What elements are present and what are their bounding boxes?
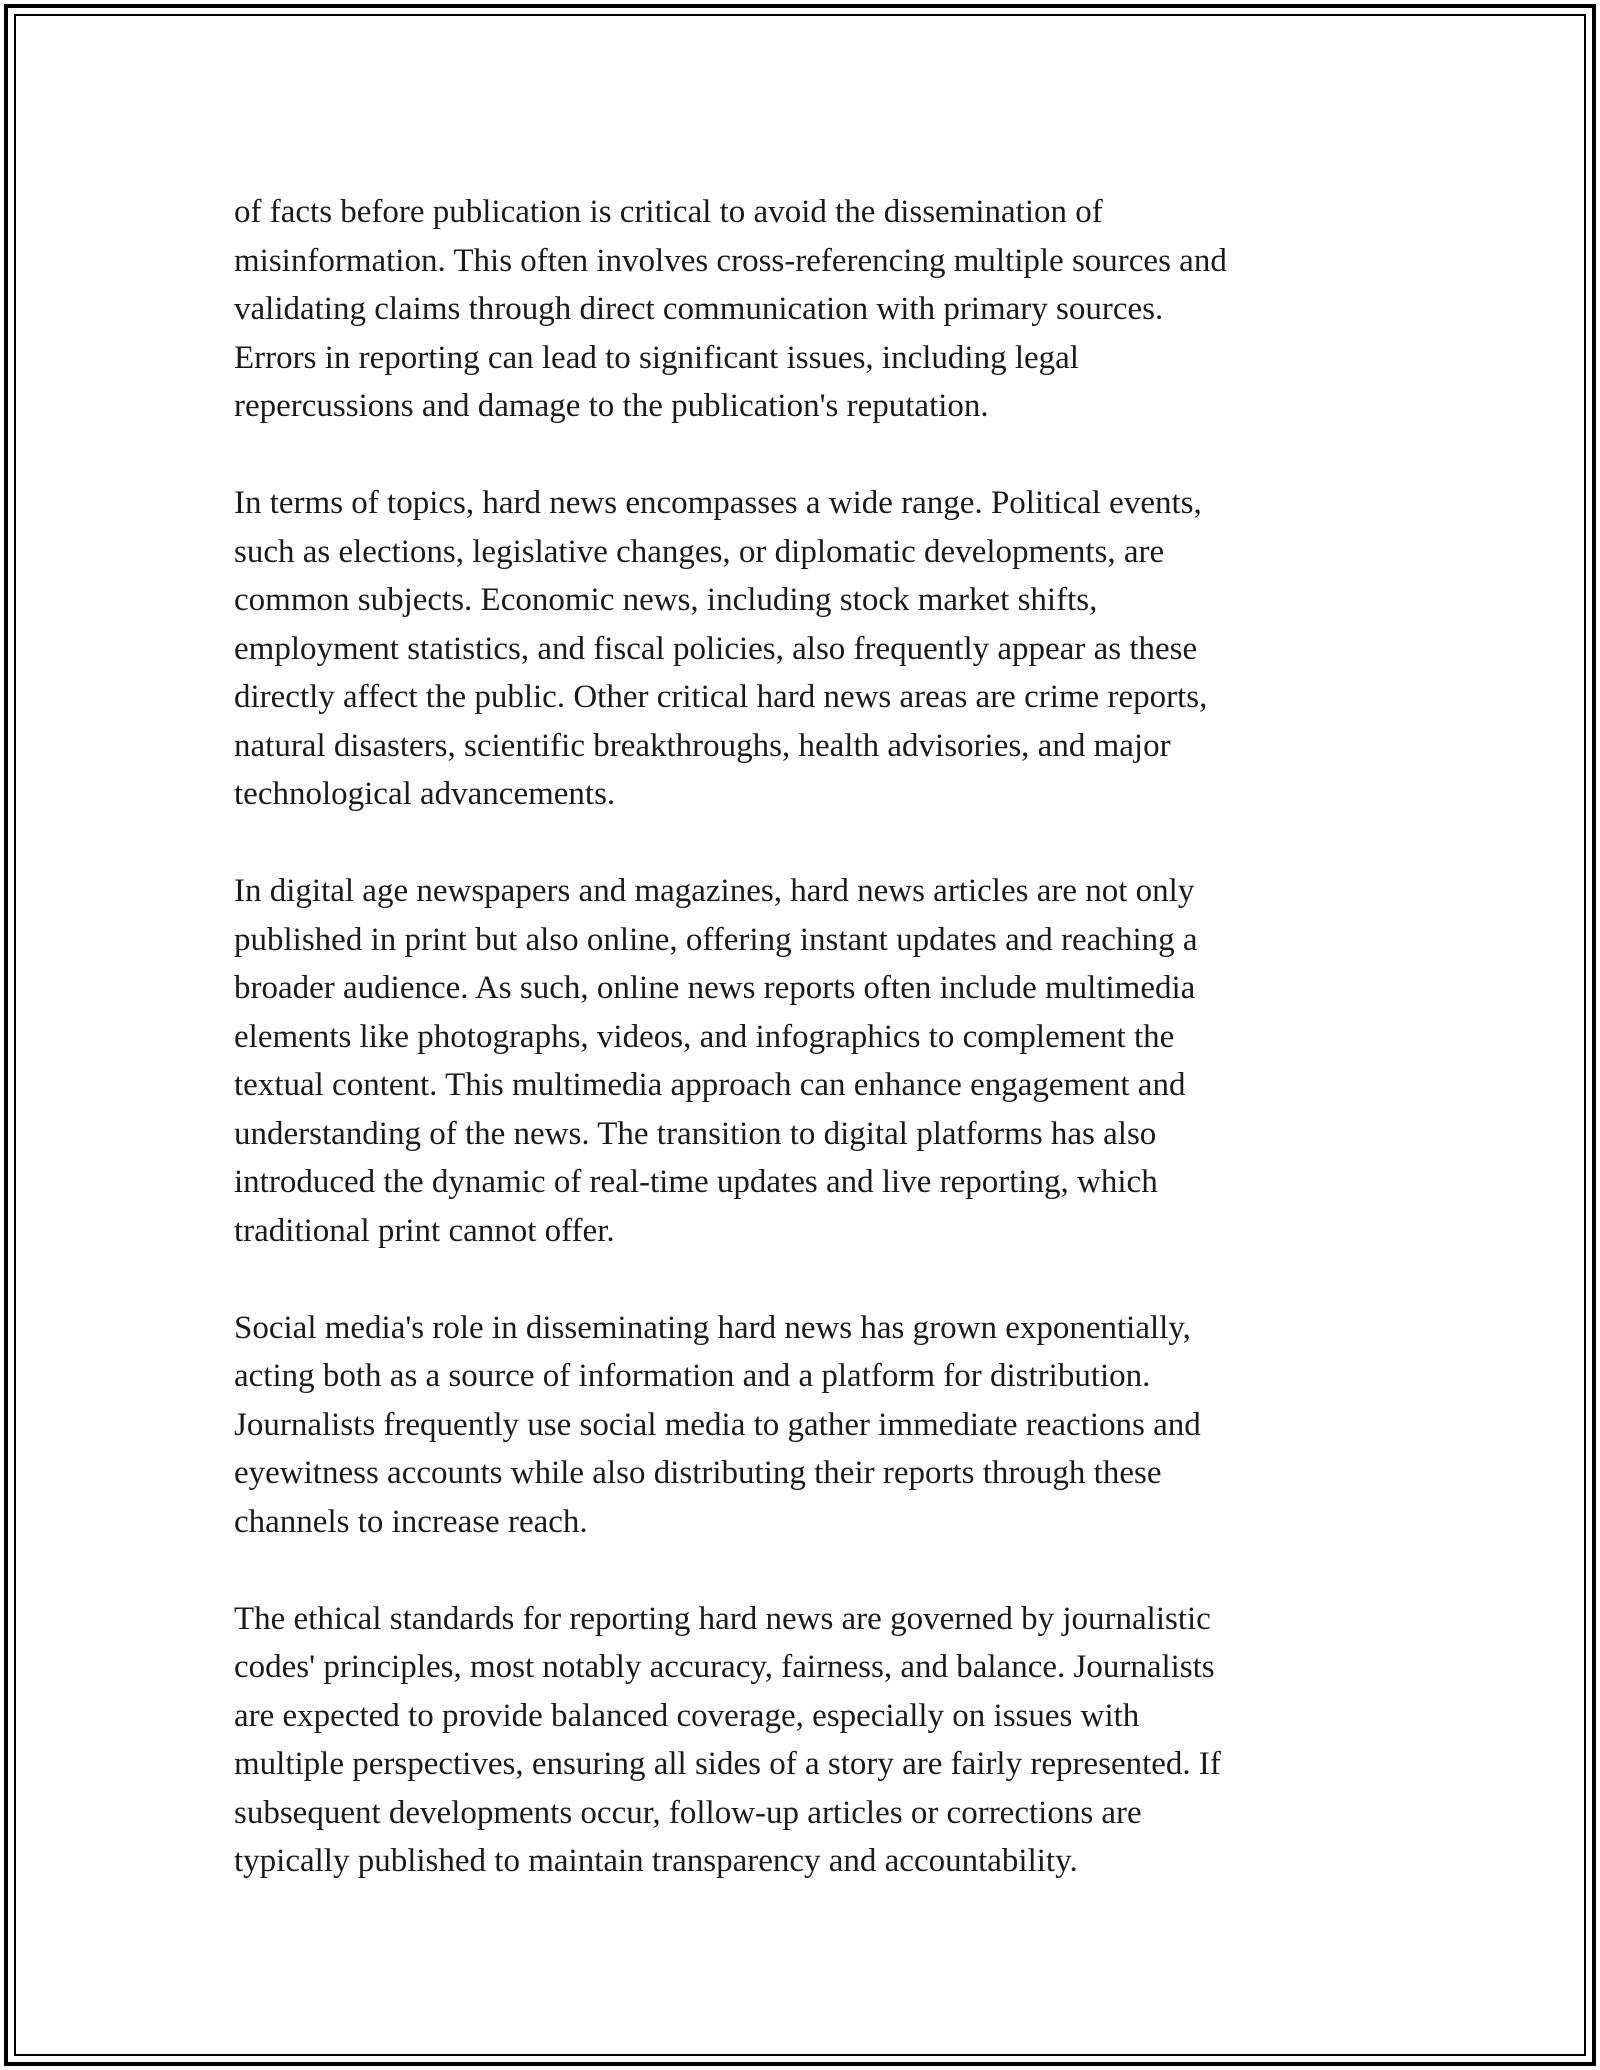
paragraph-topics: In terms of topics, hard news encompasses a wide range. Political events, such as elections, legislative changes, or diplomatic developments, are common subjects. Economic news, including stock market shifts, employment statistics, and fiscal policies, also frequently appear as these directly affect the public. Other critical hard news areas are crime reports, natural disasters, scientific breakthroughs, health advisories, and major technological advancements. xyxy=(234,485,1208,812)
paragraph-fact-checking: of facts before publication is critical to avoid the dissemination of misinformation. This often involves cross-referencing multiple sources and validating claims through direct communication with primary sources. Errors in reporting can lead to significant issues, including legal repercussions and damage to the publication's reputation. xyxy=(234,194,1227,424)
paragraph-digital-age: In digital age newspapers and magazines, hard news articles are not only published in print but also online, offering instant updates and reaching a broader audience. As such, online news reports often include multimedia elements like photographs, videos, and infographics to complement the textual content. This multimedia approach can enhance engagement and understanding of the news. The transition to digital platforms has also introduced the dynamic of real-time updates and live reporting, which traditional print cannot offer. xyxy=(234,873,1198,1249)
paragraph-social-media: Social media's role in disseminating hard news has grown exponentially, acting both as a source of information and a platform for distribution. Journalists frequently use social media to gather immediate reactions and eyewitness accounts while also distributing their reports through these channels to increase reach. xyxy=(234,1309,1201,1540)
paragraph-ethical-standards: The ethical standards for reporting hard news are governed by journalistic codes' principles, most notably accuracy, fairness, and balance. Journalists are expected to provide balanced coverage, especially on issues with multiple perspectives, ensuring all sides of a story are fairly represented. If subsequent developments occur, follow-up articles or corrections are typically published to maintain transparency and accountability. xyxy=(234,1600,1221,1879)
document-body xyxy=(234,188,1364,1886)
